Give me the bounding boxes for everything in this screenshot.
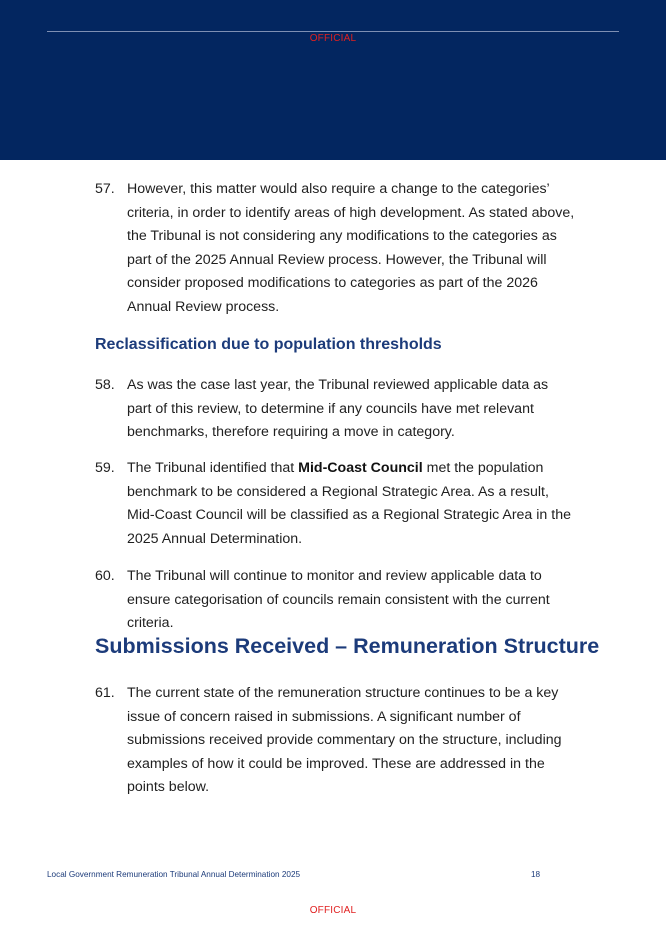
paragraph-number: 61. <box>95 685 115 701</box>
paragraph-text: The Tribunal will continue to monitor and review applicable data to ensure categorisation of councils remain consistent with the current criteria. <box>127 568 550 631</box>
paragraph-60 <box>95 565 575 636</box>
paragraph-text-lead: The Tribunal identified that <box>127 460 299 476</box>
paragraph-59 <box>95 457 575 551</box>
footer-page-number: 18 <box>531 870 541 879</box>
paragraph-text-tail: met the population benchmark to be considered a Regional Strategic Area. As a result, Mid-Coast Council will be classified as a Regional Strategic Area in the 2025 Annual Determination. <box>127 460 571 547</box>
header-divider <box>47 31 619 32</box>
classification-label-bottom: OFFICIAL <box>309 905 357 916</box>
paragraph-number: 59. <box>95 460 115 476</box>
paragraph-text: The current state of the remuneration structure continues to be a key issue of concern raised in submissions. A significant number of submissions received provide commentary on the structure, including examples of how it could be improved. These are addressed in the points below. <box>127 685 562 795</box>
paragraph-text: However, this matter would also require a change to the categories’ criteria, in order to identify areas of high development. As stated above, the Tribunal is not considering any modifications to the categories as part of the 2025 Annual Review process. However, the Tribunal will consider proposed modifications to categories as part of the 2026 Annual Review process. <box>127 181 575 315</box>
paragraph-number: 60. <box>95 568 115 584</box>
section-heading-reclassification: Reclassification due to population thresholds <box>95 336 442 353</box>
paragraph-57 <box>95 178 575 319</box>
paragraph-number: 58. <box>95 377 115 393</box>
header-band <box>0 0 666 160</box>
paragraph-number: 57. <box>95 181 115 197</box>
classification-label-top: OFFICIAL <box>309 33 357 44</box>
footer-document-title: Local Government Remuneration Tribunal Annual Determination 2025 <box>47 870 301 879</box>
paragraph-61 <box>95 682 575 800</box>
council-name-bold: Mid-Coast Council <box>298 460 423 476</box>
paragraph-text <box>127 457 575 551</box>
section-heading-submissions: Submissions Received – Remuneration Structure <box>95 634 600 658</box>
paragraph-58 <box>95 374 575 445</box>
paragraph-text: As was the case last year, the Tribunal reviewed applicable data as part of this review, to determine if any councils have met relevant benchmarks, therefore requiring a move in category. <box>127 377 549 440</box>
